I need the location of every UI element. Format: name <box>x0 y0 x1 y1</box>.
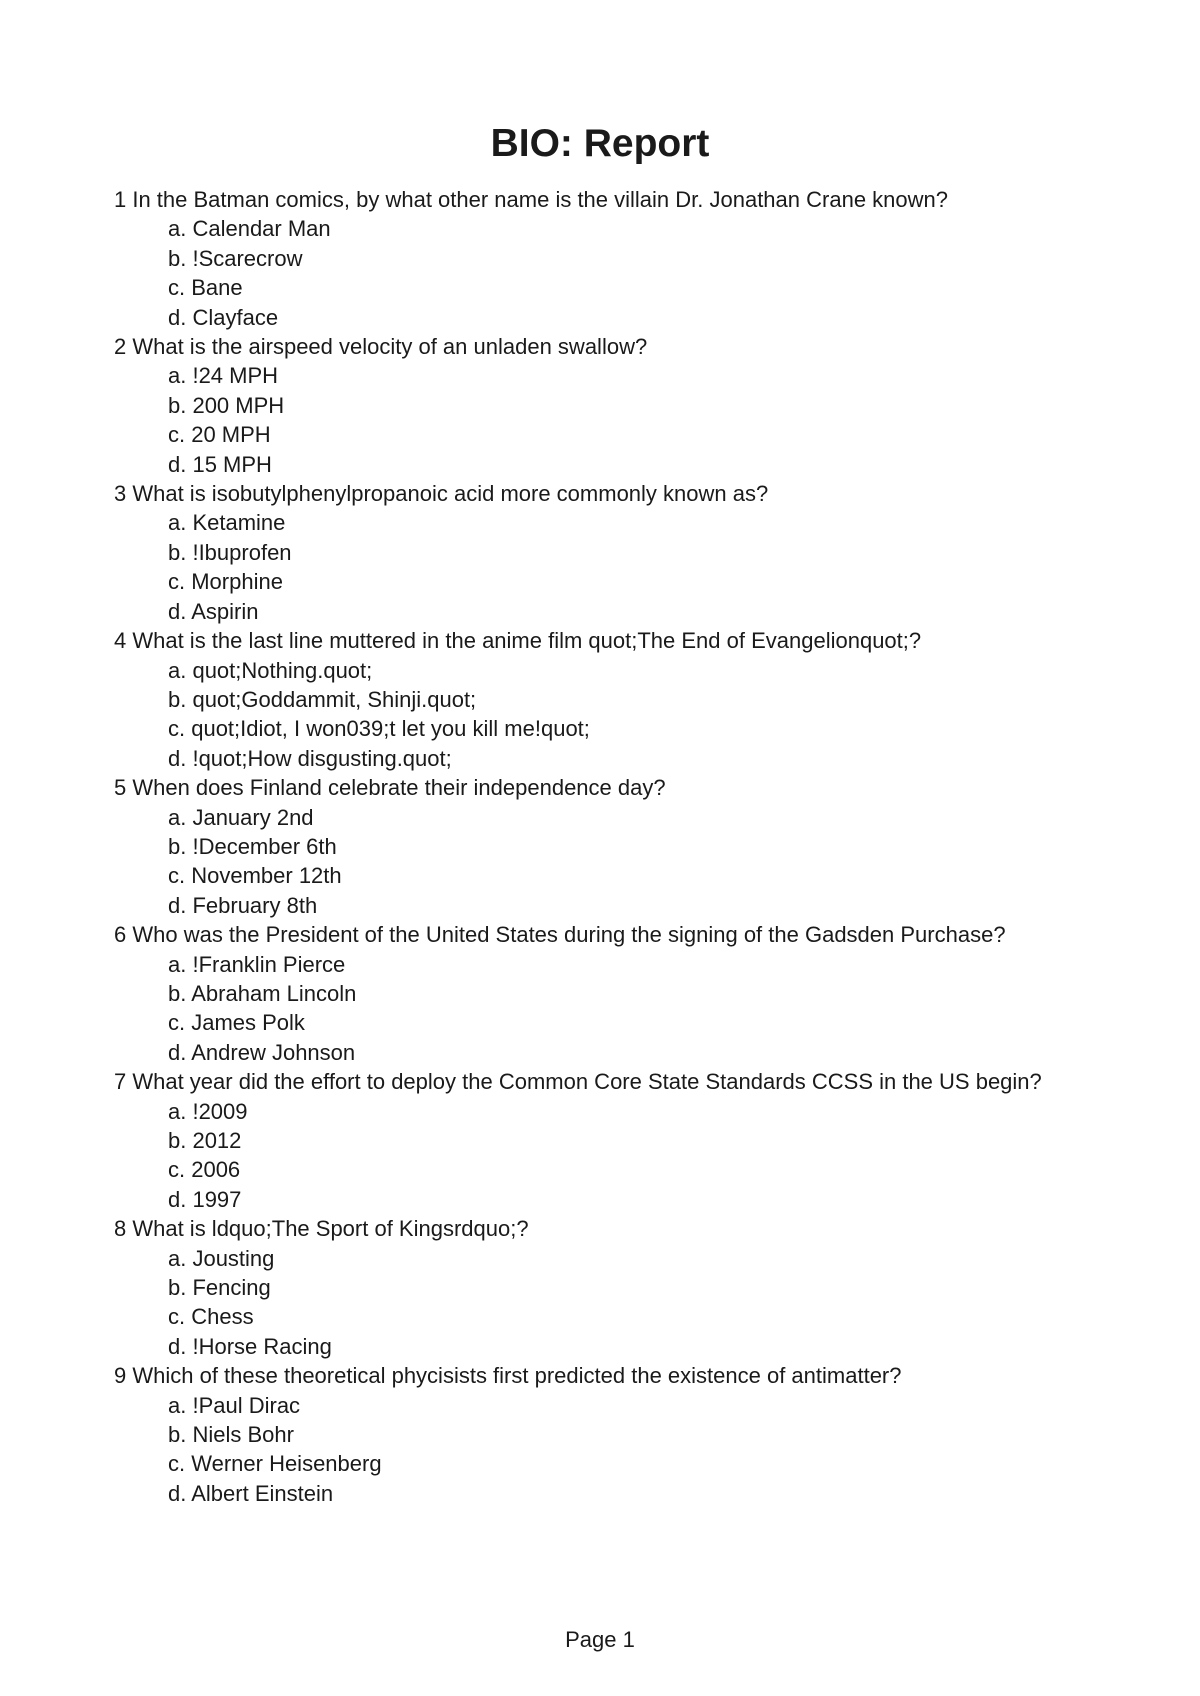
question-6 <box>114 920 1074 1067</box>
option-a: a. !24 MPH <box>168 363 279 389</box>
option-c: c. James Polk <box>168 1010 305 1036</box>
question-1 <box>114 185 1074 332</box>
option-d: d. 15 MPH <box>168 451 272 477</box>
option-list <box>114 950 1074 1068</box>
option-b: b. !December 6th <box>168 833 337 859</box>
question-text: 7 What year did the effort to deploy the Common Core State Standards CCSS in the US begin? <box>114 1069 1042 1095</box>
option-a: a. Jousting <box>168 1245 275 1271</box>
page-number: Page 1 <box>565 1627 635 1652</box>
option-list <box>114 1391 1074 1509</box>
option-c: c. Werner Heisenberg <box>168 1451 382 1477</box>
option-list <box>114 361 1074 479</box>
question-9 <box>114 1361 1074 1508</box>
option-list <box>114 508 1074 626</box>
option-d: d. Albert Einstein <box>168 1480 334 1506</box>
option-d: d. February 8th <box>168 892 318 918</box>
option-d: d. 1997 <box>168 1186 242 1212</box>
question-text: 8 What is ldquo;The Sport of Kingsrdquo;? <box>114 1216 529 1242</box>
question-3 <box>114 479 1074 626</box>
option-d: d. Aspirin <box>168 598 259 624</box>
option-a: a. !Paul Dirac <box>168 1392 301 1418</box>
option-d: d. Andrew Johnson <box>168 1039 356 1065</box>
question-5 <box>114 773 1074 920</box>
question-text: 1 In the Batman comics, by what other name is the villain Dr. Jonathan Crane known? <box>114 187 948 212</box>
option-list <box>114 214 1074 332</box>
option-c: c. Morphine <box>168 569 283 595</box>
option-c: c. November 12th <box>168 863 342 889</box>
option-b: b. quot;Goddammit, Shinji.quot; <box>168 686 477 712</box>
option-list <box>114 1097 1074 1215</box>
option-d: d. Clayface <box>168 304 279 330</box>
question-text: 2 What is the airspeed velocity of an unladen swallow? <box>114 334 648 360</box>
option-c: c. 20 MPH <box>168 422 271 448</box>
option-a: a. quot;Nothing.quot; <box>168 657 373 683</box>
option-a: a. !2009 <box>168 1098 248 1124</box>
option-b: b. 200 MPH <box>168 392 285 418</box>
question-4 <box>114 626 1074 773</box>
question-text: 4 What is the last line muttered in the anime film quot;The End of Evangelionquot;? <box>114 628 922 654</box>
option-a: a. Calendar Man <box>168 216 331 242</box>
option-b: b. !Scarecrow <box>168 245 303 271</box>
question-7 <box>114 1067 1074 1214</box>
option-list <box>114 1244 1074 1362</box>
option-b: b. 2012 <box>168 1128 242 1153</box>
option-d: d. !quot;How disgusting.quot; <box>168 745 452 771</box>
option-list <box>114 656 1074 774</box>
option-c: c. Bane <box>168 275 243 301</box>
option-a: a. Ketamine <box>168 510 286 536</box>
question-8 <box>114 1214 1074 1361</box>
option-b: b. Niels Bohr <box>168 1422 294 1448</box>
question-2 <box>114 332 1074 479</box>
option-list <box>114 803 1074 921</box>
option-c: c. 2006 <box>168 1157 241 1183</box>
question-text: 3 What is isobutylphenylpropanoic acid more commonly known as? <box>114 481 769 507</box>
question-list <box>114 185 1074 1508</box>
question-text: 5 When does Finland celebrate their independence day? <box>114 775 666 801</box>
question-text: 6 Who was the President of the United States during the signing of the Gadsden Purchase? <box>114 922 1006 948</box>
option-a: a. !Franklin Pierce <box>168 951 346 977</box>
option-b: b. !Ibuprofen <box>168 539 292 565</box>
option-a: a. January 2nd <box>168 804 314 830</box>
option-c: c. Chess <box>168 1304 254 1330</box>
option-b: b. Abraham Lincoln <box>168 980 357 1006</box>
page-title: BIO: Report <box>490 122 710 165</box>
question-text: 9 Which of these theoretical phycisists first predicted the existence of antimatter? <box>114 1363 902 1389</box>
option-b: b. Fencing <box>168 1275 271 1301</box>
option-d: d. !Horse Racing <box>168 1333 332 1359</box>
option-c: c. quot;Idiot, I won039;t let you kill me!quot; <box>168 716 590 742</box>
